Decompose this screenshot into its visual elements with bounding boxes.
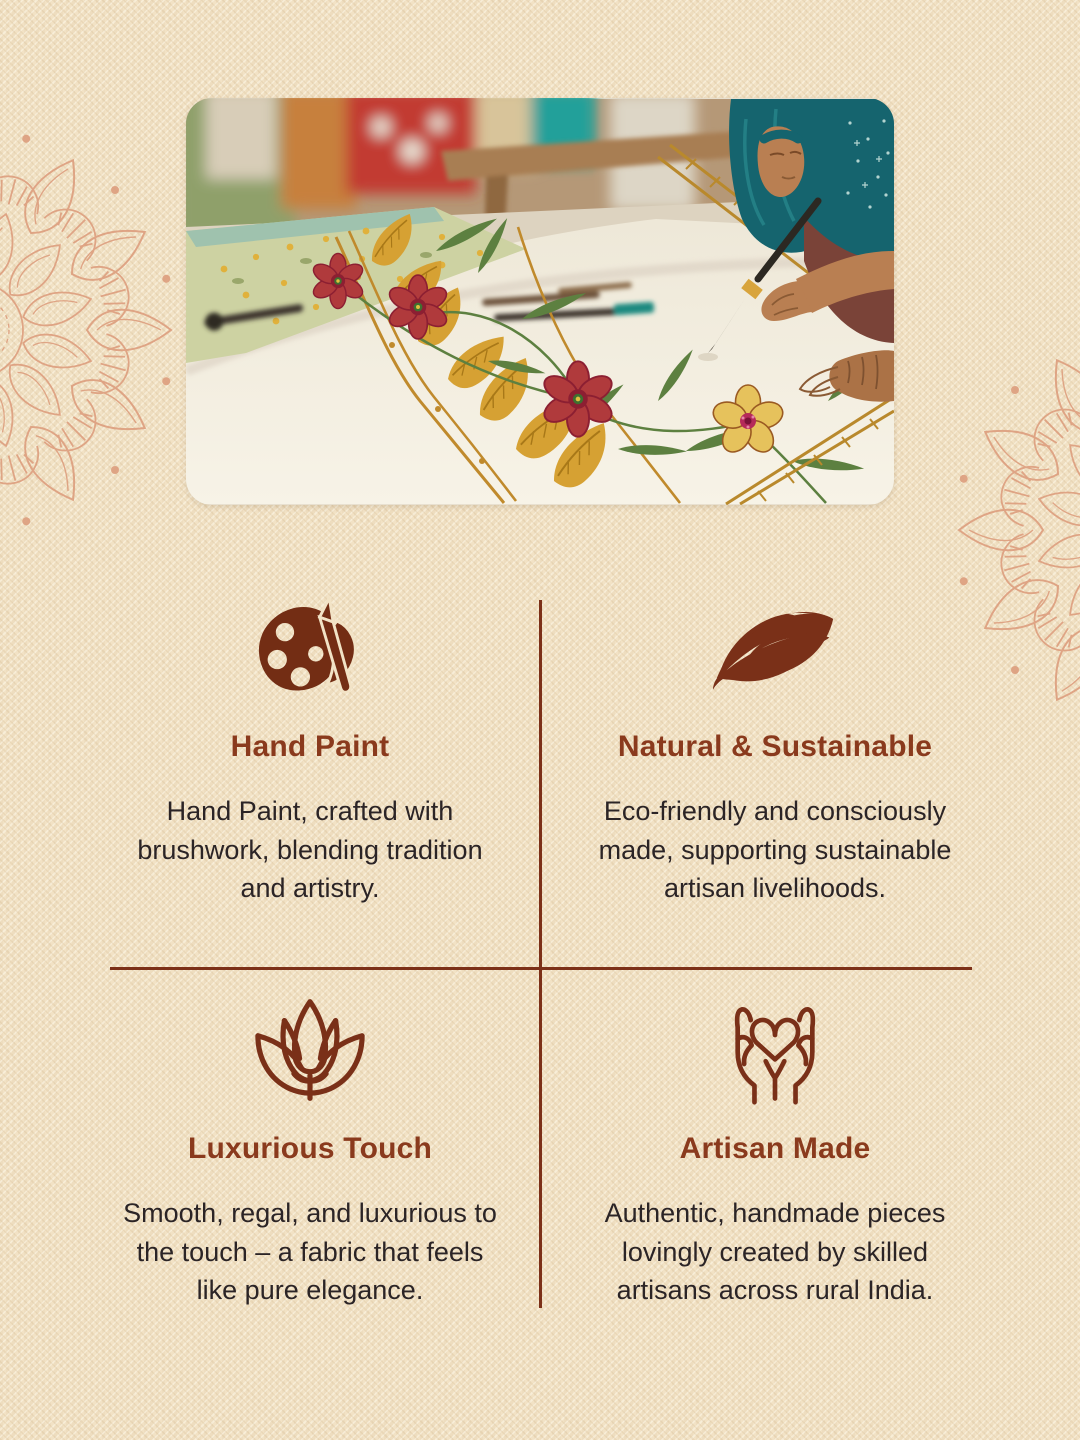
feature-natural-sustainable — [555, 596, 995, 908]
feature-description: Eco-friendly and consciously made, supporting sustainable artisan livelihoods. — [598, 796, 952, 904]
feature-luxurious-touch — [90, 998, 530, 1310]
feature-description: Hand Paint, crafted with brushwork, blending tradition and artistry. — [137, 796, 483, 904]
feature-hand-paint — [90, 596, 530, 908]
mandala-ornament-left — [0, 130, 175, 530]
feature-title: Luxurious Touch — [187, 1132, 433, 1165]
feature-description: Authentic, handmade pieces lovingly created by skilled artisans across rural India. — [604, 1198, 946, 1306]
hands-heart-icon — [555, 998, 995, 1102]
lotus-icon — [90, 998, 530, 1102]
feature-title: Artisan Made — [679, 1132, 871, 1165]
divider-horizontal — [110, 967, 972, 970]
palette-icon — [90, 596, 530, 700]
feature-artisan-made — [555, 998, 995, 1310]
hero-photo — [186, 98, 894, 505]
artisan-painting-illustration — [186, 98, 894, 505]
feature-title: Natural & Sustainable — [617, 730, 933, 763]
leaf-icon — [555, 596, 995, 700]
feature-title: Hand Paint — [230, 730, 390, 763]
feature-description: Smooth, regal, and luxurious to the touch – a fabric that feels like pure elegance. — [123, 1198, 497, 1306]
divider-vertical — [539, 600, 542, 1308]
